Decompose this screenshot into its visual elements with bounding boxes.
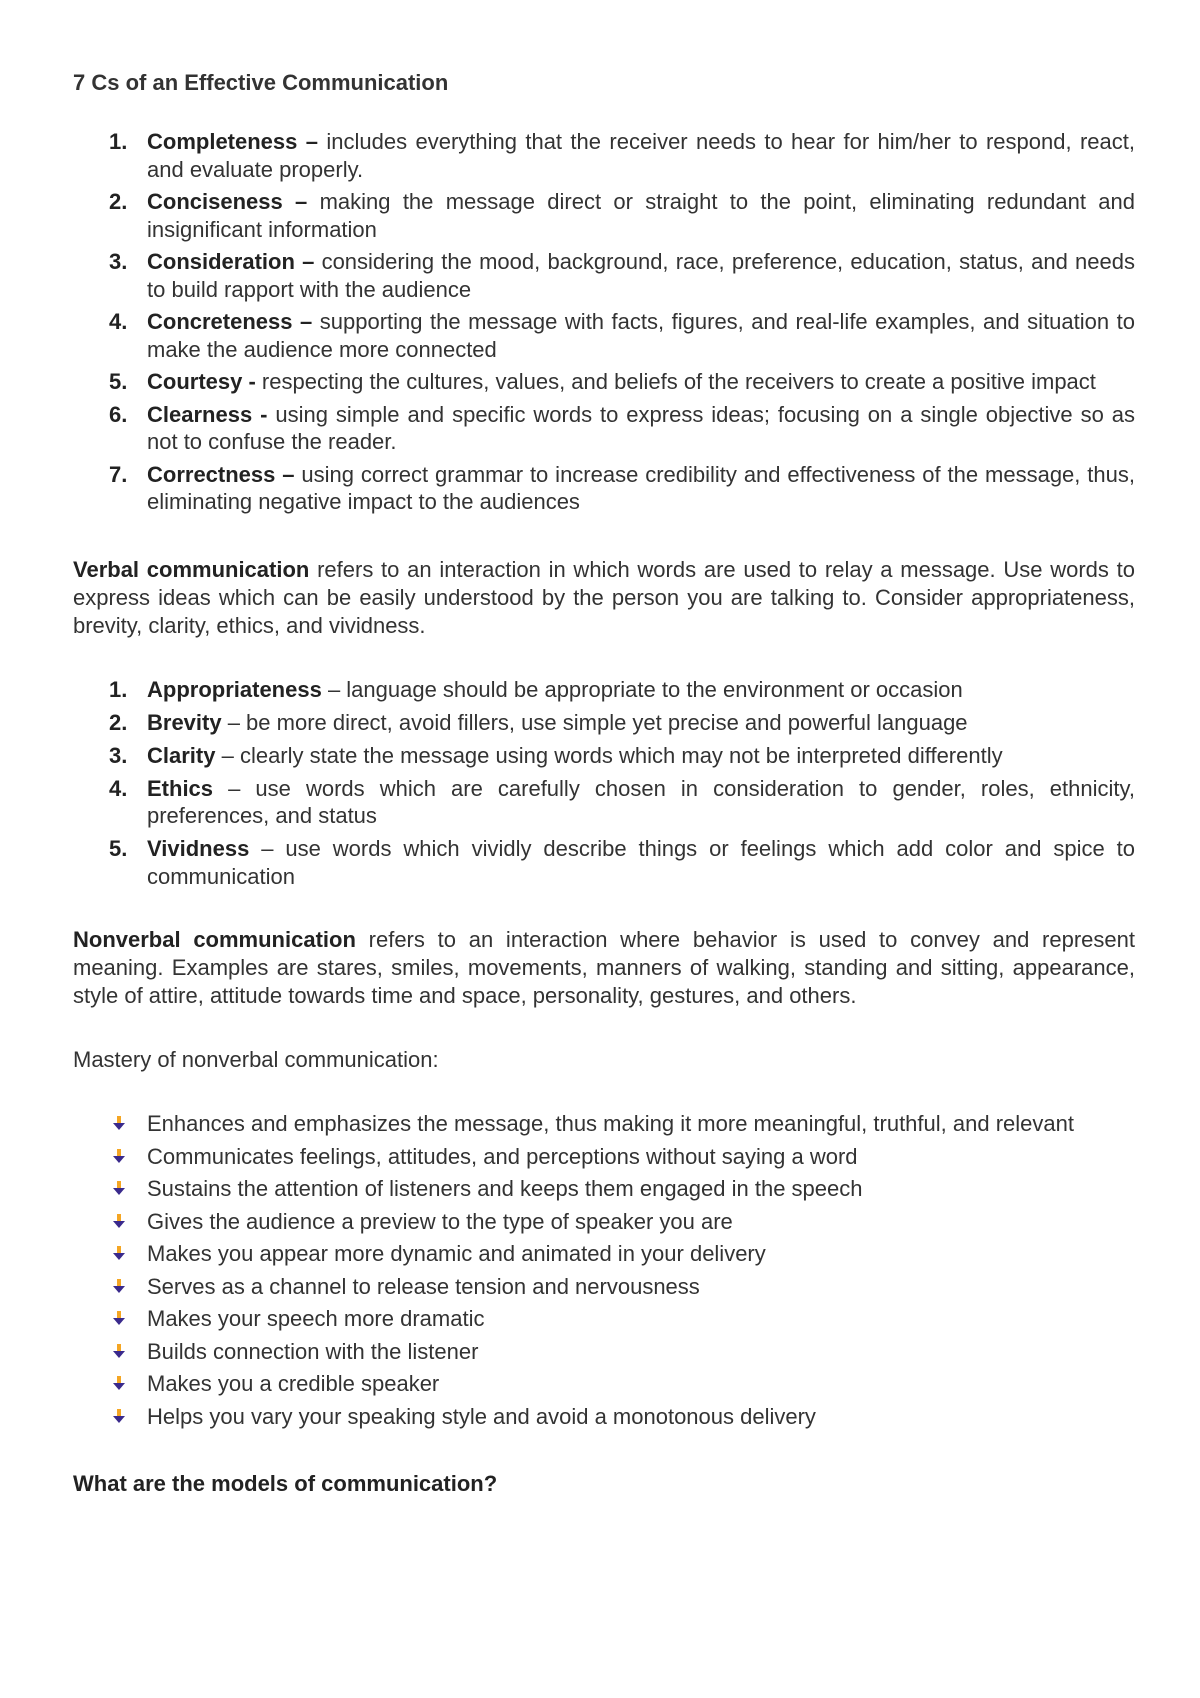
list-text: Communicates feelings, attitudes, and perceptions without saying a word — [147, 1143, 858, 1169]
list-item — [73, 1403, 1135, 1431]
list-term: Consideration – — [147, 249, 315, 274]
list-item — [73, 835, 1135, 890]
arrow-down-bullet-icon — [111, 1245, 127, 1261]
list-item — [73, 461, 1135, 516]
nonverbal-paragraph — [73, 926, 1135, 1010]
list-number: 1. — [109, 676, 128, 702]
list-text: Helps you vary your speaking style and avoid a monotonous delivery — [147, 1403, 816, 1429]
list-description: – be more direct, avoid fillers, use simple yet precise and powerful language — [221, 709, 968, 735]
list-term: Vividness — [147, 836, 250, 861]
list-text: Serves as a channel to release tension and nervousness — [147, 1273, 700, 1299]
verbal-text: refers to an interaction in which words are used to relay a message. Use words to express ideas which can be easily understood by the person you are talking to. Consider appropriateness, brevity, clarity, ethics, and vividness. — [73, 556, 1135, 638]
list-term: Correctness – — [147, 461, 295, 487]
list-text: Sustains the attention of listeners and keeps them engaged in the speech — [147, 1176, 863, 1201]
arrow-down-bullet-icon — [111, 1180, 127, 1196]
nonverbal-text: refers to an interaction where behavior is used to convey and represent meaning. Examples are stares, smiles, movements, manners of walking, standing and sitting, appearance, style of attire, attitude towards time and space, personality, gestures, and others. — [73, 927, 1135, 1008]
list-item — [73, 1110, 1135, 1138]
mastery-heading: Mastery of nonverbal communication: — [73, 1047, 439, 1072]
list-item — [73, 188, 1135, 243]
list-item — [73, 401, 1135, 456]
list-item — [73, 248, 1135, 303]
page-title: 7 Cs of an Effective Communication — [73, 70, 449, 95]
list-item — [73, 1273, 1135, 1301]
list-item — [73, 1338, 1135, 1366]
list-description: – clearly state the message using words which may not be interpreted differently — [215, 742, 1003, 768]
arrow-down-bullet-icon — [111, 1375, 127, 1391]
list-text: Enhances and emphasizes the message, thus making it more meaningful, truthful, and relevant — [147, 1111, 1074, 1136]
list-item — [73, 775, 1135, 830]
list-description: supporting the message with facts, figures, and real-life examples, and situation to make the audience more connected — [147, 309, 1135, 362]
list-number: 3. — [109, 742, 128, 768]
list-description: – language should be appropriate to the environment or occasion — [321, 676, 963, 702]
list-item — [73, 742, 1135, 770]
list-description: using simple and specific words to express ideas; focusing on a single objective so as not to confuse the reader. — [147, 401, 1135, 454]
list-number: 1. — [109, 129, 128, 154]
list-item — [73, 308, 1135, 363]
list-item — [73, 1305, 1135, 1333]
list-number: 5. — [109, 369, 128, 394]
list-item — [73, 1370, 1135, 1398]
seven-cs-list — [73, 128, 1135, 516]
list-description: considering the mood, background, race, preference, education, status, and needs to build rapport with the audience — [147, 249, 1135, 302]
list-description: includes everything that the receiver needs to hear for him/her to respond, react, and evaluate properly. — [147, 129, 1135, 182]
list-description: respecting the cultures, values, and beliefs of the receivers to create a positive impact — [255, 369, 1096, 394]
list-item — [73, 1143, 1135, 1171]
list-number: 7. — [109, 461, 128, 487]
list-description: using correct grammar to increase credibility and effectiveness of the message, thus, eliminating negative impact to the audiences — [147, 461, 1135, 514]
list-term: Concreteness – — [147, 309, 313, 334]
arrow-down-bullet-icon — [111, 1278, 127, 1294]
list-term: Ethics — [147, 775, 214, 801]
nonverbal-term: Nonverbal communication — [73, 927, 356, 952]
list-text: Builds connection with the listener — [147, 1338, 479, 1364]
list-number: 5. — [109, 836, 128, 861]
verbal-paragraph — [73, 556, 1135, 640]
models-question-heading: What are the models of communication? — [73, 1471, 498, 1496]
arrow-down-bullet-icon — [111, 1408, 127, 1424]
list-number: 2. — [109, 709, 128, 735]
list-term: Appropriateness — [147, 676, 322, 702]
list-text: Makes your speech more dramatic — [147, 1306, 485, 1331]
list-number: 6. — [109, 401, 128, 427]
list-term: Courtesy - — [147, 369, 256, 394]
list-number: 4. — [109, 775, 128, 801]
list-number: 3. — [109, 249, 128, 274]
list-item — [73, 368, 1135, 396]
arrow-down-bullet-icon — [111, 1310, 127, 1326]
list-item — [73, 1175, 1135, 1203]
list-term: Completeness – — [147, 129, 318, 154]
list-number: 2. — [109, 189, 128, 214]
list-number: 4. — [109, 309, 128, 334]
list-description: making the message direct or straight to the point, eliminating redundant and insignificant information — [147, 189, 1136, 242]
arrow-down-bullet-icon — [111, 1115, 127, 1131]
arrow-down-bullet-icon — [111, 1343, 127, 1359]
list-item — [73, 1208, 1135, 1236]
list-text: Makes you appear more dynamic and animated in your delivery — [147, 1241, 766, 1266]
arrow-down-bullet-icon — [111, 1213, 127, 1229]
mastery-list — [73, 1110, 1135, 1430]
list-item — [73, 1240, 1135, 1268]
list-description: – use words which vividly describe things or feelings which add color and spice to communication — [147, 836, 1135, 889]
list-term: Clarity — [147, 742, 216, 768]
list-item — [73, 709, 1135, 737]
list-text: Makes you a credible speaker — [147, 1371, 440, 1396]
list-term: Clearness - — [147, 401, 268, 427]
list-term: Brevity — [147, 709, 222, 735]
list-item — [73, 128, 1135, 183]
verbal-term: Verbal communication — [73, 556, 310, 582]
list-item — [73, 676, 1135, 704]
list-term: Conciseness – — [147, 189, 308, 214]
list-text: Gives the audience a preview to the type of speaker you are — [147, 1208, 733, 1234]
list-description: – use words which are carefully chosen in consideration to gender, roles, ethnicity, preferences, and status — [147, 775, 1135, 828]
verbal-list — [73, 676, 1135, 891]
arrow-down-bullet-icon — [111, 1148, 127, 1164]
